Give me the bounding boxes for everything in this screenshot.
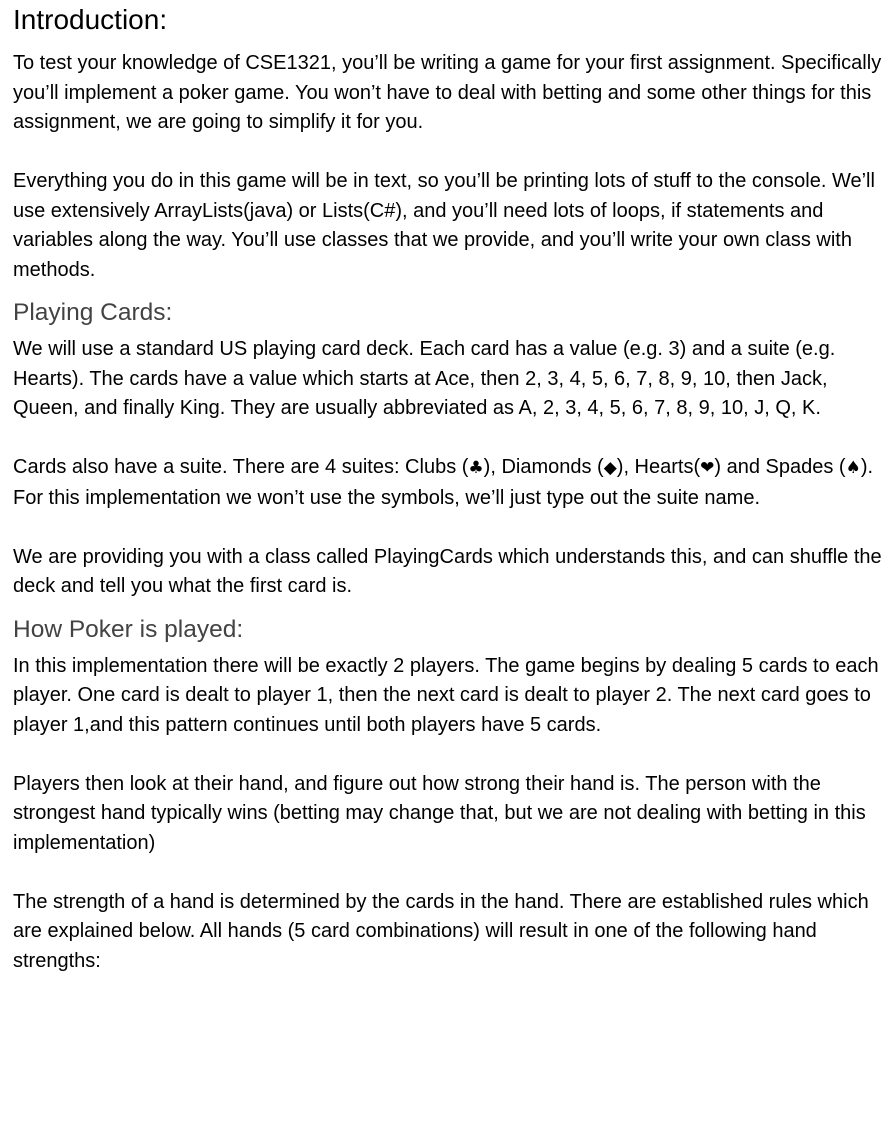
suites-text-5: ). For this implementation we won’t use the symbols, we’ll just type out the suite name. — [13, 456, 874, 509]
club-icon: ♣ — [468, 458, 484, 478]
diamond-icon: ◆ — [603, 458, 617, 478]
suites-text-4: ) and Spades ( — [714, 456, 846, 478]
introduction-paragraph-2: Everything you do in this game will be in text, so you’ll be printing lots of stuff to the console. We’ll use extensively ArrayLists(java) or Lists(C#), and you’ll need lots of loops, if statements and variables along the way. You’ll use classes that we provide, and you’ll write your own class with methods. — [13, 170, 875, 281]
introduction-heading: Introduction: — [13, 4, 168, 35]
how-poker-paragraph-3: The strength of a hand is determined by the cards in the hand. There are established rules which are explained below. All hands (5 card combinations) will result in one of the following hand strengths: — [13, 890, 869, 972]
playing-cards-heading: Playing Cards: — [13, 299, 173, 326]
playing-cards-paragraph-1: We will use a standard US playing card deck. Each card has a value (e.g. 3) and a suite (e.g. Hearts). The cards have a value which starts at Ace, then 2, 3, 4, 5, 6, 7, 8, 9, 10, then Jack, Queen, and finally King. They are usually abbreviated as A, 2, 3, 4, 5, 6, 7, 8, 9, 10, J, Q, K. — [13, 338, 836, 419]
playing-cards-paragraph-3: We are providing you with a class called PlayingCards which understands this, and can shuffle the deck and tell you what the first card is. — [13, 545, 882, 597]
suites-text-3: ), Hearts( — [616, 456, 701, 478]
how-poker-heading: How Poker is played: — [13, 615, 244, 643]
heart-icon: ❤ — [700, 458, 715, 478]
introduction-paragraph-1: To test your knowledge of CSE1321, you’ll be writing a game for your first assignment. Specifically you’ll implement a poker game. You won’t have to deal with betting and some other things for this assignment, we are going to simplify it for you. — [13, 52, 882, 133]
how-poker-paragraph-2: Players then look at their hand, and figure out how strong their hand is. The person with the strongest hand typically wins (betting may change that, but we are not dealing with betting in this implementation) — [13, 772, 866, 854]
playing-cards-paragraph-2 — [13, 453, 883, 513]
suites-text-2: ), Diamonds ( — [483, 456, 604, 478]
spade-icon: ♠ — [845, 458, 861, 478]
suites-text-1: Cards also have a suite. There are 4 suites: Clubs ( — [13, 456, 469, 478]
how-poker-paragraph-1: In this implementation there will be exactly 2 players. The game begins by dealing 5 cards to each player. One card is dealt to player 1, then the next card is dealt to player 2. The next card goes to player 1,and this pattern continues until both players have 5 cards. — [13, 654, 879, 736]
